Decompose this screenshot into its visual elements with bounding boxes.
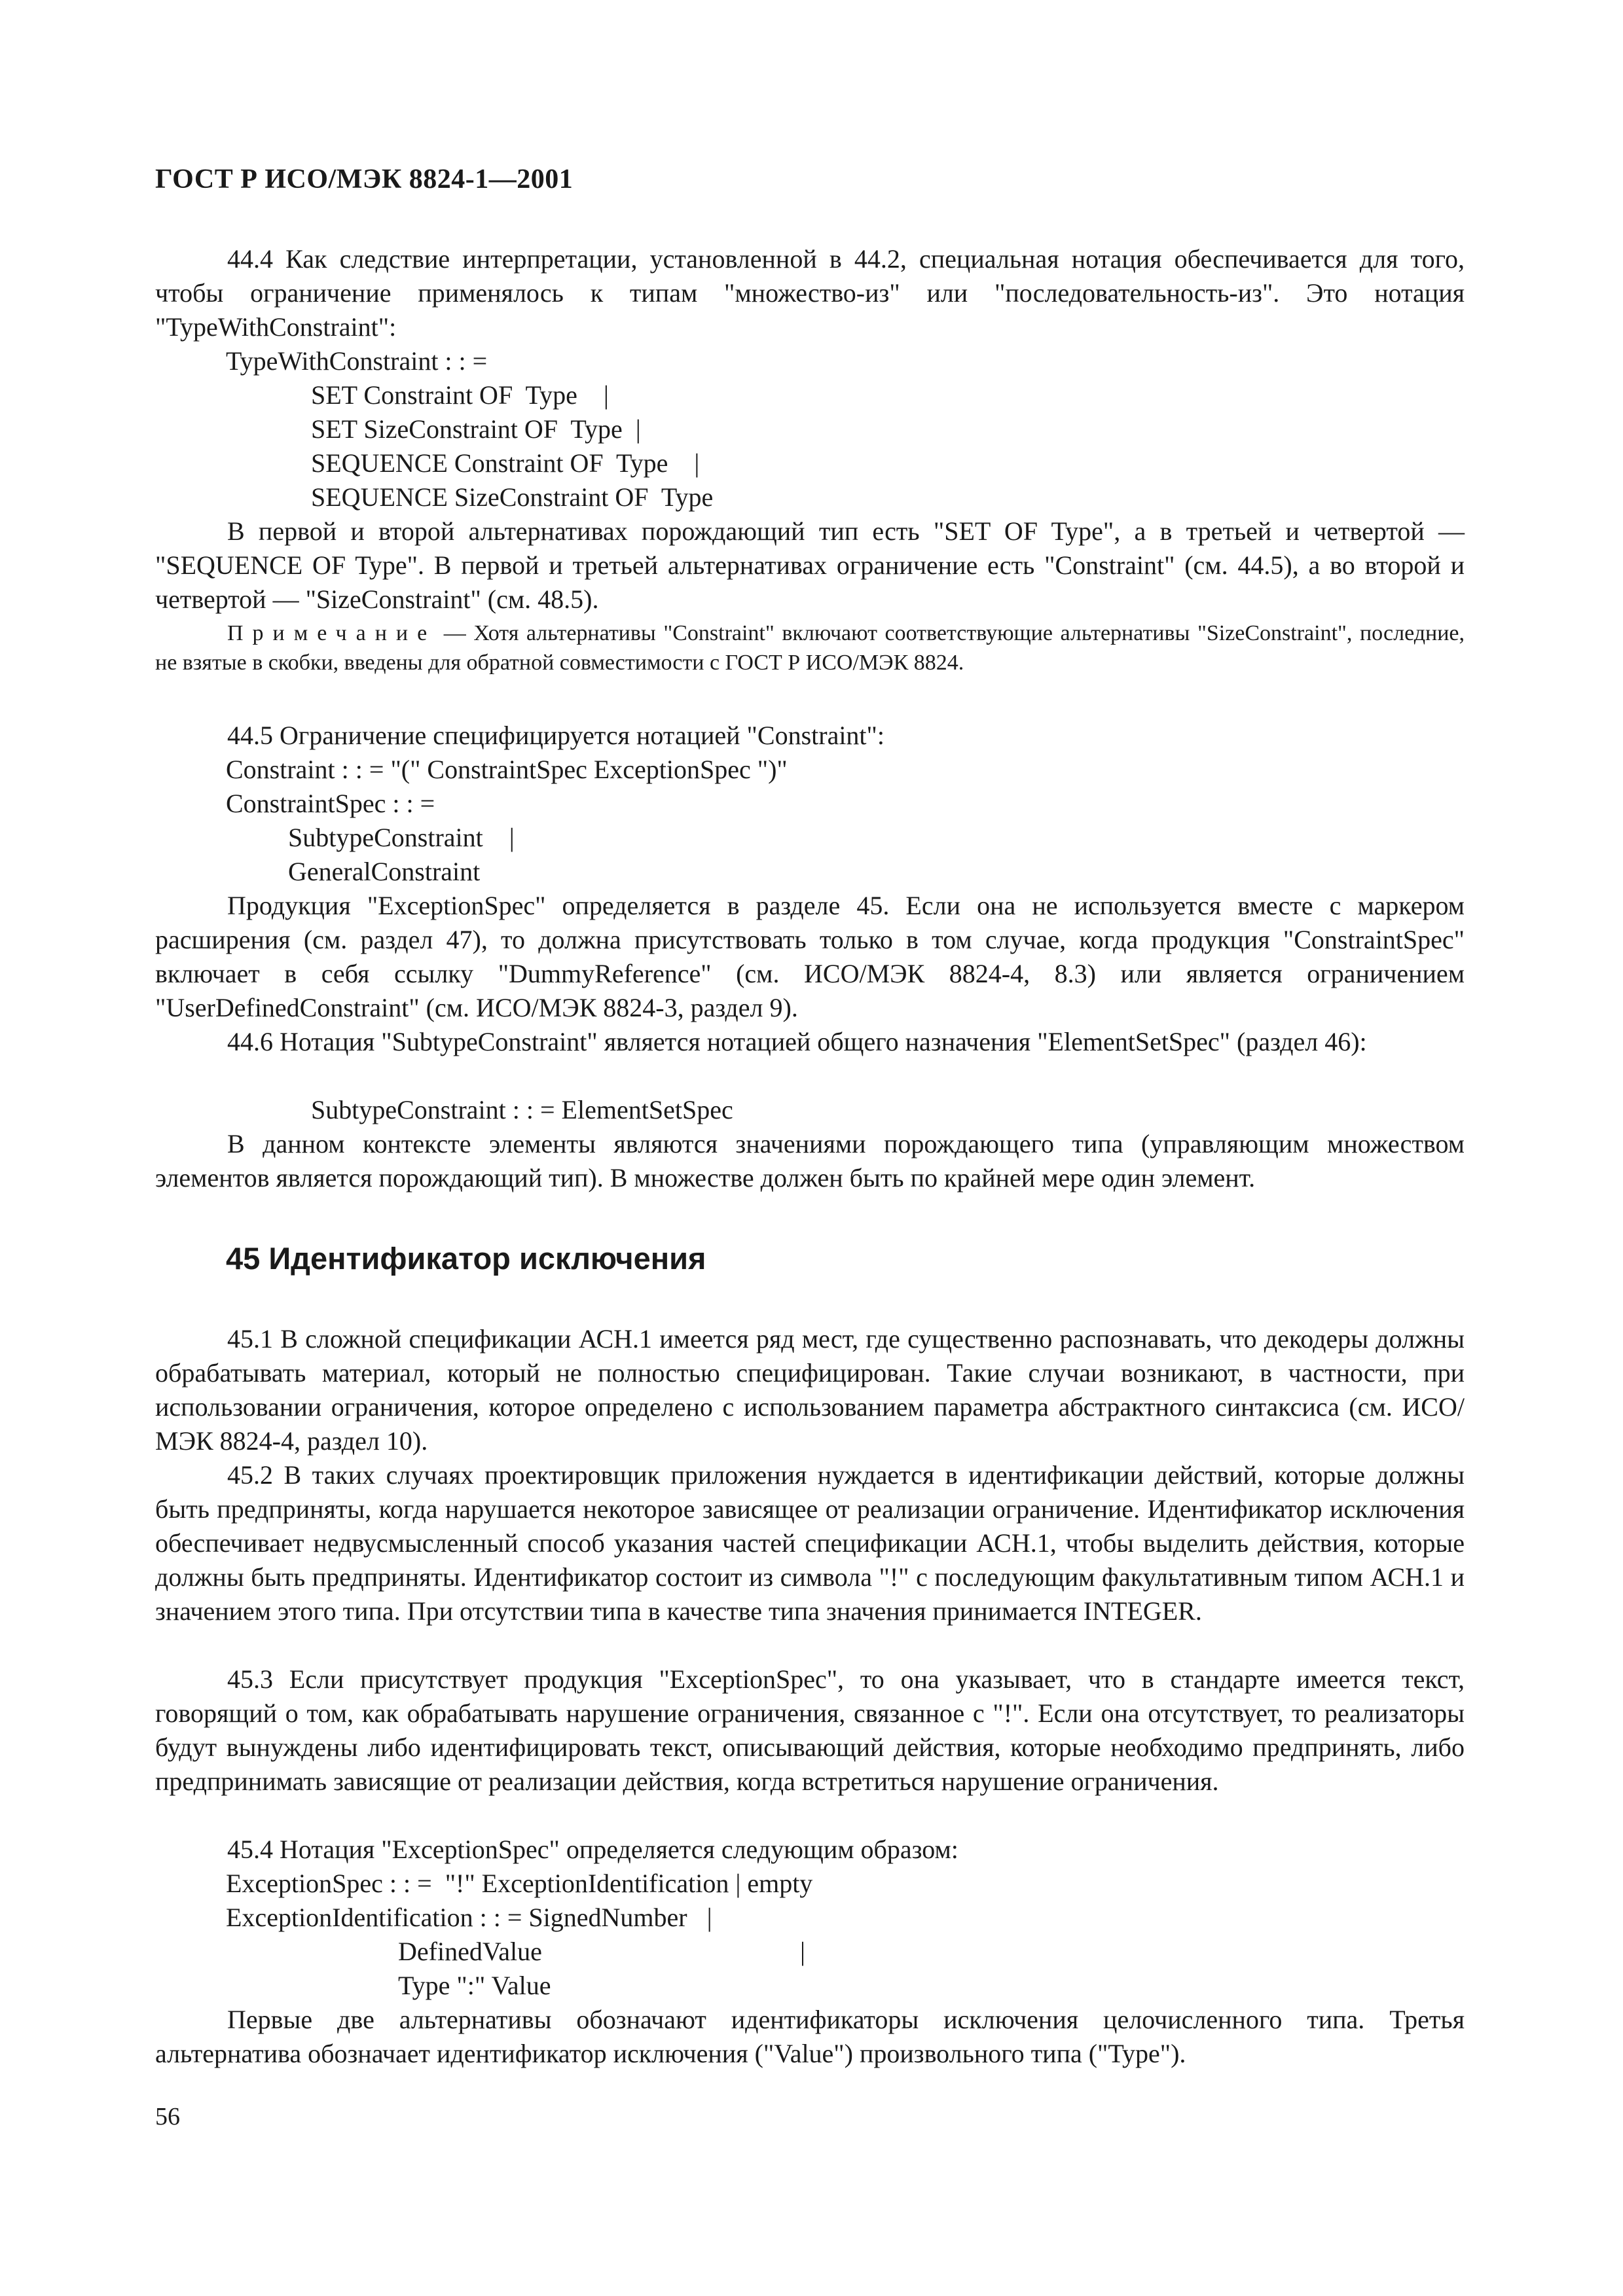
code-line: SEQUENCE SizeConstraint OF Type bbox=[311, 482, 714, 512]
paragraph-44-4 bbox=[155, 242, 1465, 344]
paragraph-text: 44.4 Как следствие интерпретации, установленной в 44.2, специальная нотация обеспечивается для того, чтобы ограничение применялось к типам "множество-из" или "последовательность-из". Это нотация "TypeWithConstraint": bbox=[155, 244, 1465, 342]
code-line: GeneralConstraint bbox=[288, 857, 481, 886]
paragraph-44-6 bbox=[155, 1025, 1465, 1059]
code-line: SubtypeConstraint | bbox=[288, 823, 515, 852]
code-line: ExceptionSpec : : = "!" ExceptionIdentification | empty bbox=[226, 1869, 813, 1898]
paragraph-44-5-after bbox=[155, 889, 1465, 1025]
page-number: 56 bbox=[155, 2103, 180, 2130]
code-line: DefinedValue bbox=[398, 1937, 542, 1966]
code-line: SEQUENCE Constraint OF Type | bbox=[311, 448, 700, 478]
code-line: TypeWithConstraint : : = bbox=[226, 346, 488, 376]
code-line: SubtypeConstraint : : = ElementSetSpec bbox=[311, 1095, 733, 1124]
paragraph-45-4-after bbox=[155, 2003, 1465, 2071]
code-separator: | bbox=[800, 1937, 806, 1966]
paragraph-text: Первые две альтернативы обозначают идентификаторы исключения целочисленного типа. Третья альтернатива обозначает идентификатор исключения ("Value") произвольного типа ("Type"). bbox=[155, 2005, 1465, 2068]
paragraph-text: 44.5 Ограничение специфицируется нотацией "Constraint": bbox=[227, 721, 884, 750]
paragraph-text: 45.3 Если присутствует продукция "ExceptionSpec", то она указывает, что в стандарте имеется текст, говорящий о том, как обрабатывать нарушение ограничения, связанное с "!". Если она отсутствует, то реализаторы будут вынуждены либо идентифицировать текст, описывающий действия, которые необходимо предпринять, либо предпринимать зависящие от реализации действия, когда встретиться нарушение ограничения. bbox=[155, 1664, 1465, 1796]
code-line: Constraint : : = "(" ConstraintSpec ExceptionSpec ")" bbox=[226, 755, 788, 784]
paragraph-44-4-after bbox=[155, 514, 1465, 617]
paragraph-45-2 bbox=[155, 1458, 1465, 1628]
code-line: Type ":" Value bbox=[398, 1971, 551, 2000]
paragraph-text: Продукция "ExceptionSpec" определяется в разделе 45. Если она не используется вместе с маркером расширения (см. раздел 47), то должна присутствовать только в том случае, когда продукция "ConstraintSpec" включает в себя ссылку "DummyReference" (см. ИСО/МЭК 8824-4, 8.3) или является ограничением "UserDefinedConstraint" (см. ИСО/МЭК 8824-3, раздел 9). bbox=[155, 891, 1465, 1022]
paragraph-text: 45.1 В сложной спецификации АСН.1 имеется ряд мест, где существенно распознавать, что декодеры должны обрабатывать материал, который не полностью специфицирован. Такие случаи возникают, в частности, при использовании ограничения, которое определено с использованием параметра абстрактного синтаксиса (см. ИСО/МЭК 8824-4, раздел 10). bbox=[155, 1324, 1465, 1456]
code-line: SET Constraint OF Type | bbox=[311, 380, 609, 410]
note-block bbox=[155, 619, 1465, 677]
paragraph-text: В данном контексте элементы являются значениями порождающего типа (управляющим множеством элементов является порождающий тип). В множестве должен быть по крайней мере один элемент. bbox=[155, 1129, 1465, 1193]
code-line: SET SizeConstraint OF Type | bbox=[311, 414, 641, 444]
paragraph-45-3 bbox=[155, 1662, 1465, 1799]
code-line: ConstraintSpec : : = bbox=[226, 789, 435, 818]
note-label: Примечание bbox=[227, 621, 437, 645]
paragraph-text: 45.4 Нотация "ExceptionSpec" определяется следующим образом: bbox=[227, 1835, 958, 1864]
paragraph-44-5 bbox=[155, 719, 1465, 753]
document-header: ГОСТ Р ИСО/МЭК 8824-1—2001 bbox=[155, 164, 574, 194]
paragraph-45-4 bbox=[155, 1833, 1465, 1867]
note-text bbox=[155, 619, 1465, 677]
paragraph-text: 45.2 В таких случаях проектировщик приложения нуждается в идентификации действий, которые должны быть предприняты, когда нарушается некоторое зависящее от реализации ограничение. Идентификатор исключения обеспечивает недвусмысленный способ указания частей спецификации АСН.1, чтобы выделить действия, которые должны быть предприняты. Идентификатор состоит из символа "!" с последующим факультативным типом АСН.1 и значением этого типа. При отсутствии типа в качестве типа значения принимается INTEGER. bbox=[155, 1460, 1465, 1626]
paragraph-45-1 bbox=[155, 1322, 1465, 1458]
note-body: — Хотя альтернативы "Constraint" включают соответствующие альтернативы "SizeConstraint", последние, не взятые в скобки, введены для обратной совместимости с ГОСТ Р ИСО/МЭК 8824. bbox=[155, 621, 1465, 675]
code-line: ExceptionIdentification : : = SignedNumber | bbox=[226, 1903, 712, 1932]
paragraph-44-6-after bbox=[155, 1127, 1465, 1195]
paragraph-text: 44.6 Нотация "SubtypeConstraint" является нотацией общего назначения "ElementSetSpec" (раздел 46): bbox=[227, 1027, 1367, 1056]
paragraph-text: В первой и второй альтернативах порождающий тип есть "SET OF Type", а в третьей и четвертой — "SEQUENCE OF Type". В первой и третьей альтернативах ограничение есть "Constraint" (см. 44.5), а во второй и четвертой — "SizeConstraint" (см. 48.5). bbox=[155, 516, 1465, 614]
section-title: 45 Идентификатор исключения bbox=[226, 1241, 706, 1276]
